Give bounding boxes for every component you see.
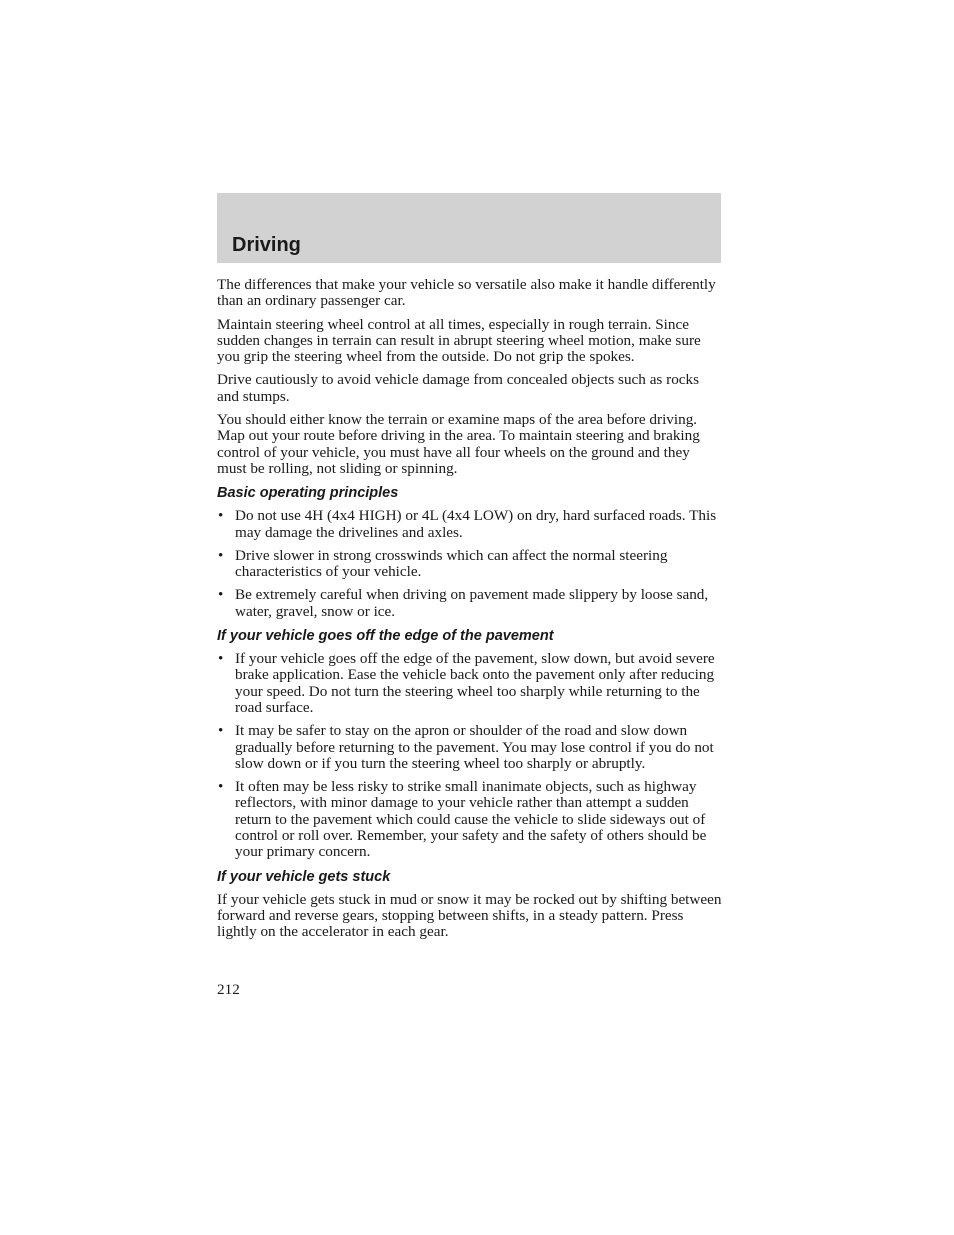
body-paragraph: If your vehicle gets stuck in mud or snow it may be rocked out by shifting between forward and reverse gears, stopping between shifts, in a steady pattern. Press lightly on the accelerator in each gear. bbox=[217, 890, 722, 941]
bullet-icon: • bbox=[218, 650, 224, 668]
bullet-icon: • bbox=[218, 722, 224, 740]
subheading-off-pavement-edge: If your vehicle goes off the edge of the pavement bbox=[217, 628, 554, 645]
bullet-icon: • bbox=[218, 586, 224, 604]
page-number: 212 bbox=[217, 981, 240, 998]
list-item-text: Drive slower in strong crosswinds which can affect the normal steering characteristics of your vehicle. bbox=[235, 546, 668, 581]
list-item-text: It may be safer to stay on the apron or shoulder of the road and slow down gradually before returning to the pavement. You may lose control if you do not slow down or if you turn the steering wheel too sharply or abruptly. bbox=[235, 722, 714, 772]
bullet-icon: • bbox=[218, 778, 224, 796]
list-item bbox=[217, 723, 723, 772]
list-item-text: Be extremely careful when driving on pavement made slippery by loose sand, water, gravel, snow or ice. bbox=[235, 586, 709, 620]
section-header-band bbox=[217, 193, 721, 263]
list-item-text: If your vehicle goes off the edge of the pavement, slow down, but avoid severe brake application. Ease the vehicle back onto the pavement only after reducing your speed. Do not turn the steering wheel too sharply while returning to the road surface. bbox=[235, 650, 715, 716]
section-title: Driving bbox=[232, 234, 301, 256]
body-paragraph: Drive cautiously to avoid vehicle damage from concealed objects such as rocks and stumps. bbox=[217, 371, 700, 405]
subheading-vehicle-stuck: If your vehicle gets stuck bbox=[217, 868, 391, 885]
bullet-list bbox=[217, 651, 723, 861]
body-paragraph: The differences that make your vehicle so versatile also make it handle differently than an ordinary passenger car. bbox=[217, 276, 716, 310]
bullet-icon: • bbox=[218, 507, 224, 525]
bullet-list bbox=[217, 508, 723, 620]
list-item-text: Do not use 4H (4x4 HIGH) or 4L (4x4 LOW) on dry, hard surfaced roads. This may damage the drivelines and axles. bbox=[235, 507, 717, 541]
list-item bbox=[217, 587, 723, 620]
body-paragraph: You should either know the terrain or examine maps of the area before driving. Map out your route before driving in the area. To maintain steering and braking control of your vehicle, you must have all four wheels on the ground and they must be rolling, not sliding or spinning. bbox=[217, 411, 700, 477]
bullet-icon: • bbox=[218, 546, 224, 564]
list-item bbox=[217, 548, 723, 581]
list-item bbox=[217, 651, 723, 716]
list-item bbox=[217, 508, 723, 541]
list-item bbox=[217, 779, 723, 860]
list-item-text: It often may be less risky to strike small inanimate objects, such as highway reflectors, with minor damage to your vehicle rather than attempt a sudden return to the pavement which could cause the vehicle to slide sideways out of control or roll over. Remember, your safety and the safety of others should be your primary concern. bbox=[235, 778, 707, 861]
body-paragraph: Maintain steering wheel control at all times, especially in rough terrain. Since sudden changes in terrain can result in abrupt steering wheel motion, make sure you grip the steering wheel from the outside. Do not grip the spokes. bbox=[217, 315, 701, 366]
page-content bbox=[217, 277, 723, 948]
subheading-basic-operating-principles: Basic operating principles bbox=[217, 485, 399, 502]
